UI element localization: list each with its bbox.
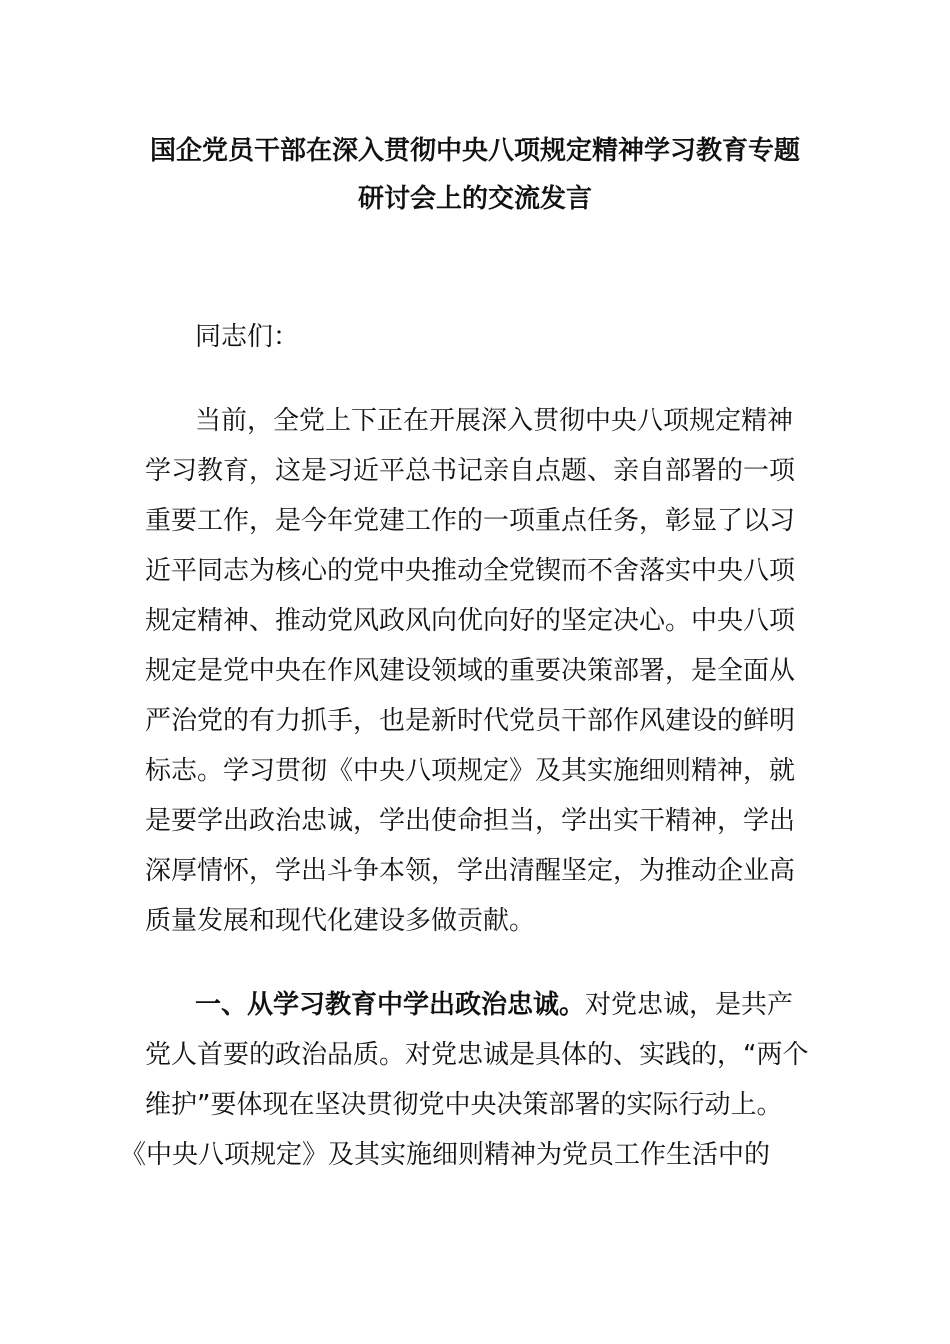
section-1-heading: 一、从学习教育中学出政治忠诚。 xyxy=(195,990,586,1020)
paragraph-1-line-8: 标志。学习贯彻《中央八项规定》及其实施细则精神，就 xyxy=(145,756,796,786)
section-1-line-4: 《中央八项规定》及其实施细则精神为党员工作生活中的 xyxy=(120,1140,771,1170)
paragraph-1-line-9: 是要学出政治忠诚，学出使命担当，学出实干精神，学出 xyxy=(145,806,796,836)
paragraph-1-line-5: 规定精神、推动党风政风向优向好的坚定决心。中央八项 xyxy=(145,606,796,636)
paragraph-1-line-4: 近平同志为核心的党中央推动全党锲而不舍落实中央八项 xyxy=(145,556,796,586)
paragraph-1-line-3: 重要工作，是今年党建工作的一项重点任务，彰显了以习 xyxy=(145,506,796,536)
paragraph-1-line-11: 质量发展和现代化建设多做贡献。 xyxy=(145,906,536,936)
paragraph-1-line-6: 规定是党中央在作风建设领域的重要决策部署，是全面从 xyxy=(145,656,796,686)
section-1-line-1 xyxy=(195,988,793,1022)
paragraph-1-line-1: 当前，全党上下正在开展深入贯彻中央八项规定精神 xyxy=(195,406,794,436)
paragraph-1-line-7: 严治党的有力抓手，也是新时代党员干部作风建设的鲜明 xyxy=(145,706,796,736)
salutation: 同志们： xyxy=(195,322,300,352)
document-title-line-1: 国企党员干部在深入贯彻中央八项规定精神学习教育专题 xyxy=(149,136,800,166)
document-title-line-2: 研讨会上的交流发言 xyxy=(357,184,592,214)
section-1-line-1-text: 对党忠诚，是共产 xyxy=(585,990,794,1020)
paragraph-1-line-2: 学习教育，这是习近平总书记亲自点题、亲自部署的一项 xyxy=(145,456,796,486)
section-1-line-2: 党人首要的政治品质。对党忠诚是具体的、实践的，“两个 xyxy=(145,1040,809,1070)
section-1-line-3: 维护”要体现在坚决贯彻党中央决策部署的实际行动上。 xyxy=(145,1090,783,1120)
paragraph-1-line-10: 深厚情怀，学出斗争本领，学出清醒坚定，为推动企业高 xyxy=(145,856,796,886)
